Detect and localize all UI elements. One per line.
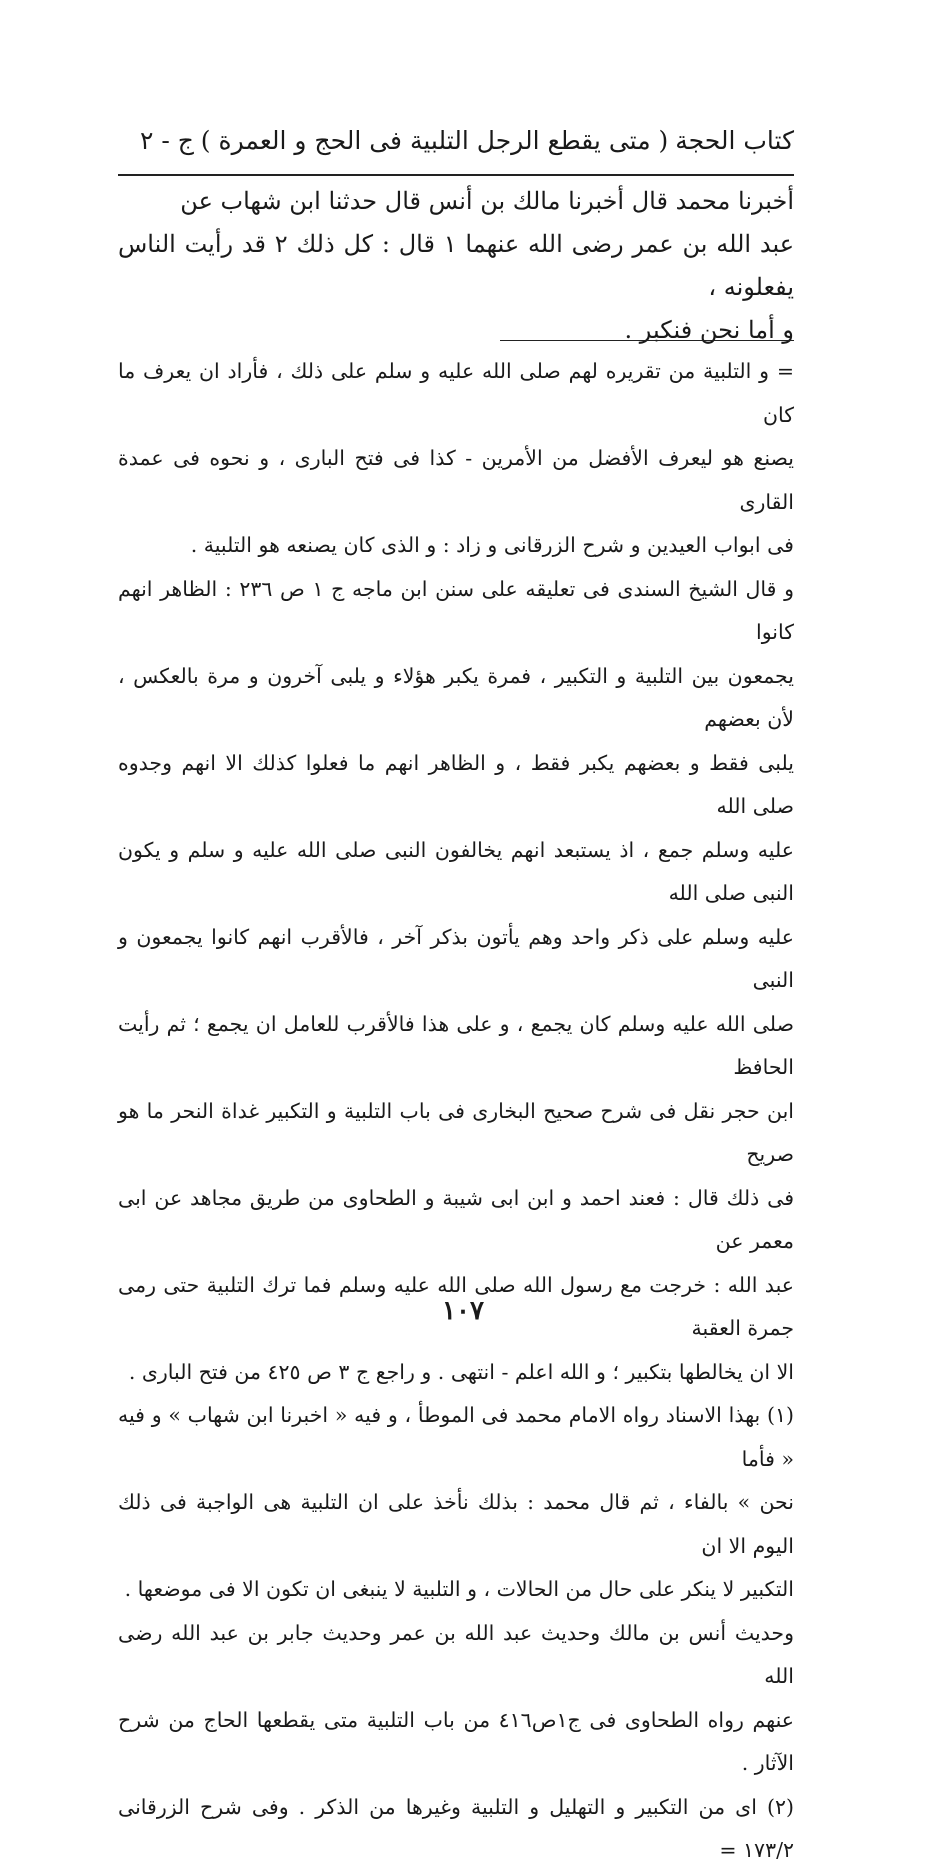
note-line: نحن » بالفاء ، ثم قال محمد : بذلك نأخذ على ان التلبية هى الواجبة فى ذلك اليوم الا ان	[118, 1490, 794, 1558]
page-number: ١٠٧	[442, 1296, 484, 1326]
note-line: فى ذلك قال : فعند احمد و ابن ابى شيبة و الطحاوى من طريق مجاهد عن ابى معمر عن	[118, 1185, 794, 1253]
main-line: أخبرنا محمد قال أخبرنا مالك بن أنس قال حدثنا ابن شهاب عن	[180, 187, 794, 215]
note-line: ابن حجر نقل فى شرح صحيح البخارى فى باب التلبية و التكبير غداة النحر ما هو صريح	[118, 1098, 794, 1166]
footnotes	[118, 350, 794, 1873]
note-line: فى ابواب العيدين و شرح الزرقانى و زاد : و الذى كان يصنعه هو التلبية .	[190, 533, 794, 557]
note-line: التكبير لا ينكر على حال من الحالات ، و التلبية لا ينبغى ان تكون الا فى موضعها .	[124, 1577, 794, 1601]
note-line: وحديث أنس بن مالك وحديث عبد الله بن عمر وحديث جابر بن عبد الله رضى الله	[118, 1620, 794, 1688]
note-line: الا ان يخالطها بتكبير ؛ و الله اعلم - انتهى . و راجع ج ٣ ص ٤٢٥ من فتح البارى .	[128, 1359, 794, 1384]
hadith-text	[118, 180, 794, 352]
note-line: عليه وسلم جمع ، اذ يستبعد انهم يخالفون النبى صلى الله عليه و سلم و يكون النبى صلى الله	[118, 837, 794, 905]
chapter-topic: ( متى يقطع الرجل التلبية فى الحج و العمرة )	[200, 125, 669, 155]
volume-label: ج - ٢	[140, 125, 194, 155]
note-line: عليه وسلم على ذكر واحد وهم يأتون بذكر آخر ، فالأقرب انهم كانوا يجمعون و النبى	[118, 924, 794, 992]
note-line: عبد الله : خرجت مع رسول الله صلى الله عليه وسلم فما ترك التلبية حتى رمى جمرة العقبة	[118, 1272, 794, 1340]
note-line: يلبى فقط و بعضهم يكبر فقط ، و الظاهر انهم ما فعلوا كذلك الا انهم وجدوه صلى الله	[118, 750, 794, 818]
note-line: (١) بهذا الاسناد رواه الامام محمد فى الموطأ ، و فيه « اخبرنا ابن شهاب » و فيه « فأما	[118, 1403, 794, 1471]
main-line: و أما نحن فنكبر .	[624, 316, 794, 344]
footnote-divider	[500, 340, 794, 341]
note-line: عنهم رواه الطحاوى فى ج١ص٤١٦ من باب التلبية متى يقطعها الحاج من شرح الآثار .	[118, 1707, 794, 1775]
main-line: عبد الله بن عمر رضى الله عنهما ١ قال : كل ذلك ٢ قد رأيت الناس يفعلونه ،	[118, 230, 795, 301]
note-line: = و التلبية من تقريره لهم صلى الله عليه و سلم على ذلك ، فأراد ان يعرف ما كان	[118, 359, 794, 427]
note-line: (٢) اى من التكبير و التهليل و التلبية وغيرها من الذكر . وفى شرح الزرقانى ١٧٣/٢ =	[118, 1794, 794, 1862]
running-header	[140, 112, 794, 168]
note-line: صلى الله عليه وسلم كان يجمع ، و على هذا فالأقرب للعامل ان يجمع ؛ ثم رأيت الحافظ	[118, 1011, 794, 1079]
book-title: كتاب الحجة	[675, 125, 794, 155]
note-line: و قال الشيخ السندى فى تعليقه على سنن ابن ماجه ج ١ ص ٢٣٦ : الظاهر انهم كانوا	[118, 576, 794, 644]
header-divider	[118, 174, 794, 176]
note-line: يجمعون بين التلبية و التكبير ، فمرة يكبر هؤلاء و يلبى آخرون و مرة بالعكس ، لأن بعضهم	[118, 663, 794, 731]
note-line: يصنع هو ليعرف الأفضل من الأمرين - كذا فى فتح البارى ، و نحوه فى عمدة القارى	[118, 446, 794, 514]
